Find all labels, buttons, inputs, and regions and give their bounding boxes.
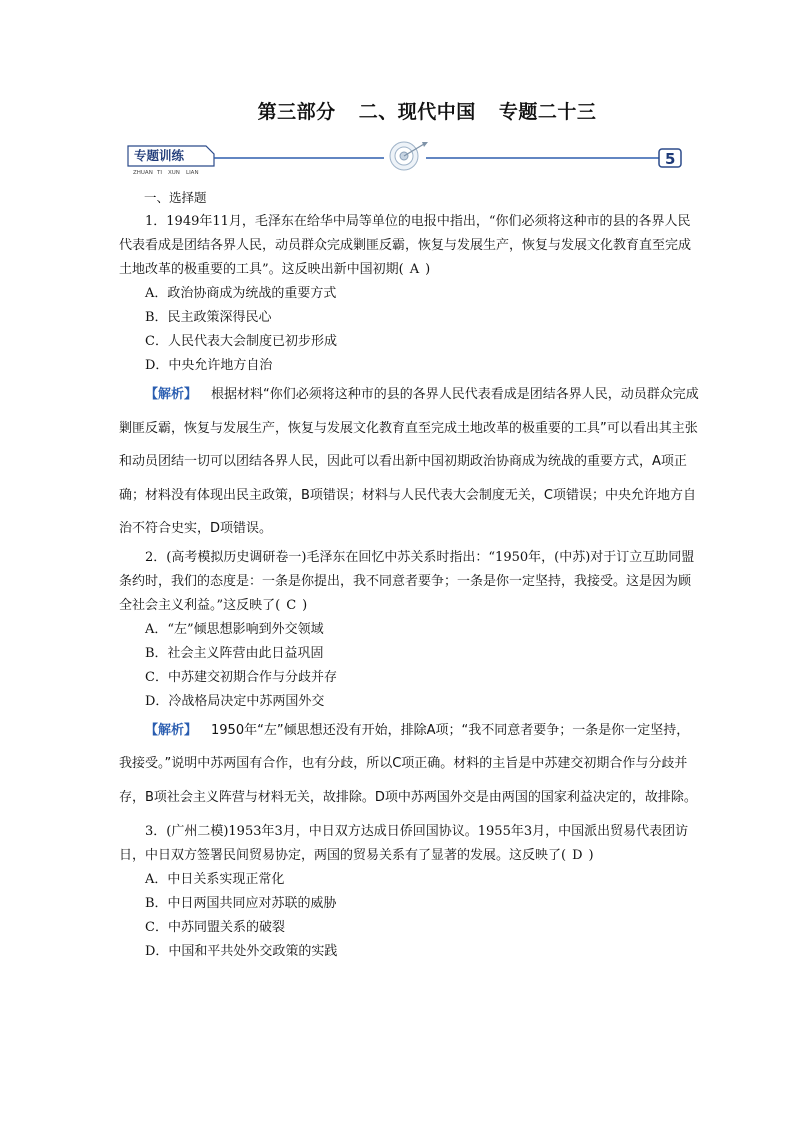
question-1-option-c: C．人民代表大会制度已初步形成 xyxy=(145,334,337,349)
question-2-stem-end: ) xyxy=(302,597,308,613)
question-3-option-c: C．中苏同盟关系的破裂 xyxy=(145,920,285,935)
target-icon xyxy=(390,142,428,170)
question-2-stem xyxy=(119,546,701,618)
question-3-option-d: D．中国和平共处外交政策的实践 xyxy=(145,944,338,959)
question-3-stem xyxy=(119,820,701,868)
question-2-stem-text: 2．(高考模拟历史调研卷一)毛泽东在回忆中苏关系时指出：“1950年，(中苏)对于订立互助同盟条约时，我们的态度是：一条是你提出，我不同意者要争；一条是你一定坚持，我接受。这是因为顾全社会主义利益。”这反映了( xyxy=(119,549,695,613)
question-2-explanation xyxy=(119,714,701,815)
question-2-explanation-text: 1950年“左”倾思想还没有开始，排除A项；“我不同意者要争；一条是你一定坚持，我接受。”说明中苏两国有合作，也有分歧，所以C项正确。材料的主旨是中苏建交初期合作与分歧并存，B项社会主义阵营与材料无关，故排除。D项中苏两国外交是由两国的国家利益决定的，故排除。 xyxy=(119,722,697,805)
section-title: 一、选择题 xyxy=(144,190,207,205)
question-2-option-b: B．社会主义阵营由此日益巩固 xyxy=(145,645,324,661)
page-title xyxy=(0,97,794,124)
question-1 xyxy=(119,210,701,546)
question-1-stem xyxy=(119,210,701,282)
question-3-stem-text: 3．(广州二模)1953年3月，中日双方达成日侨回国协议。1955年3月，中国派出贸易代表团访日，中日双方签署民间贸易协定，两国的贸易关系有了显著的发展。这反映了( xyxy=(119,824,689,863)
question-2 xyxy=(119,546,701,815)
question-3-answer: D xyxy=(572,848,583,863)
question-1-option-a: A．政治协商成为统战的重要方式 xyxy=(145,286,337,301)
banner-number: 5 xyxy=(665,150,676,168)
question-1-option-d: D．中央允许地方自治 xyxy=(145,358,273,373)
banner-graphic xyxy=(126,138,686,182)
banner-pinyin-2: TI xyxy=(157,170,162,176)
question-1-stem-end: ) xyxy=(425,262,431,277)
question-3-option-a: A．中日关系实现正常化 xyxy=(145,872,285,887)
document-body xyxy=(119,186,701,964)
question-3-option-b: B．中日两国共同应对苏联的威胁 xyxy=(145,896,337,911)
question-1-explanation xyxy=(119,378,701,546)
question-2-option-a: A．“左”倾思想影响到外交领域 xyxy=(145,621,324,637)
title-part: 第三部分 xyxy=(257,101,336,123)
topic-training-banner xyxy=(126,138,686,182)
question-2-option-d: D．冷战格局决定中苏两国外交 xyxy=(145,693,325,709)
question-1-answer: A xyxy=(409,262,420,277)
banner-pinyin-3: XUN xyxy=(168,170,180,176)
banner-pinyin-1: ZHUAN xyxy=(133,170,153,176)
question-2-explanation-tag: 【解析】 xyxy=(145,722,198,738)
question-1-option-b: B．民主政策深得民心 xyxy=(145,310,272,325)
banner-pinyin-4: LIAN xyxy=(186,170,199,176)
question-1-explanation-tag: 【解析】 xyxy=(145,387,198,402)
question-2-answer: C xyxy=(286,597,297,613)
question-1-stem-text: 1．1949年11月，毛泽东在给华中局等单位的电报中指出，“你们必须将这种市的县的各界人民代表看成是团结各界人民，动员群众完成剿匪反霸，恢复与发展生产，恢复与发展文化教育直至完成土地改革的极重要的工具”。这反映出新中国初期( xyxy=(119,214,692,277)
question-3 xyxy=(119,820,701,964)
title-section: 二、现代中国 xyxy=(358,101,476,123)
question-3-stem-end: ) xyxy=(588,848,594,863)
question-2-option-c: C．中苏建交初期合作与分歧并存 xyxy=(145,669,337,685)
title-topic: 专题二十三 xyxy=(498,101,597,123)
banner-label: 专题训练 xyxy=(134,148,185,163)
question-1-explanation-text: 根据材料“你们必须将这种市的县的各界人民代表看成是团结各界人民，动员群众完成剿匪反霸，恢复与发展生产，恢复与发展文化教育直至完成土地改革的极重要的工具”可以看出其主张和动员团结一切可以团结各界人民，因此可以看出新中国初期政治协商成为统战的重要方式，A项正确；材料没有体现出民主政策，B项错误；材料与人民代表大会制度无关，C项错误；中央允许地方自治不符合史实，D项错误。 xyxy=(119,387,699,536)
